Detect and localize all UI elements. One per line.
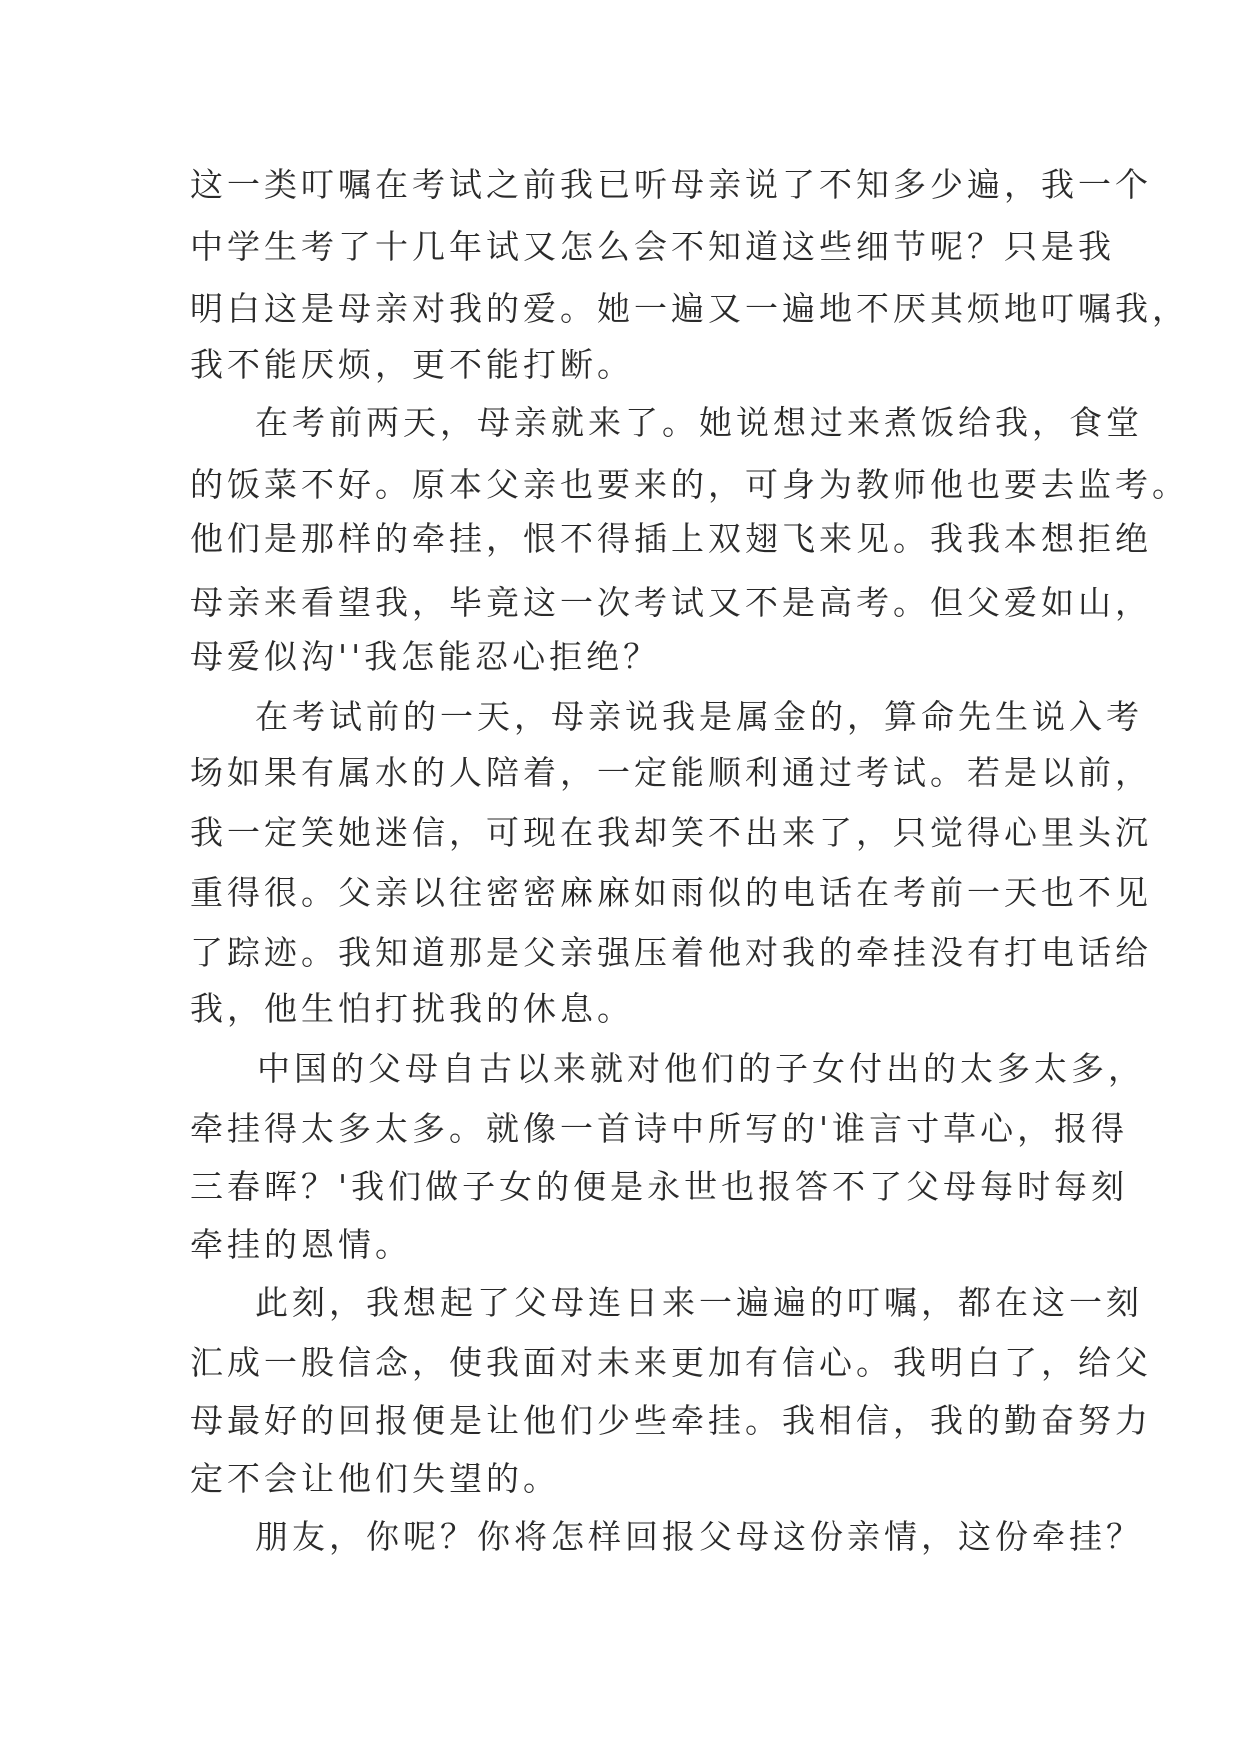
text-line: 牵挂得太多太多。就像一首诗中所写的'谁言寸草心，报得 [190,1109,1129,1148]
text-line: 他们是那样的牵挂，恨不得插上双翅飞来见。我我本想拒绝 [190,519,1152,558]
text-line: 的饭菜不好。原本父亲也要来的，可身为教师他也要去监考。 [190,465,1189,504]
text-line: 汇成一股信念，使我面对未来更加有信心。我明白了，给父 [190,1343,1152,1382]
text-line: 母最好的回报便是让他们少些牵挂。我相信，我的勤奋努力 [190,1401,1152,1440]
text-line: 了踪迹。我知道那是父亲强压着他对我的牵挂没有打电话给 [190,933,1152,972]
text-line: 场如果有属水的人陪着，一定能顺利通过考试。若是以前， [190,753,1152,792]
text-line: 我，他生怕打扰我的休息。 [190,989,634,1028]
text-line: 明白这是母亲对我的爱。她一遍又一遍地不厌其烦地叮嘱我， [190,289,1189,328]
text-line: 重得很。父亲以往密密麻麻如雨似的电话在考前一天也不见 [190,873,1152,912]
text-line: 母亲来看望我，毕竟这一次考试又不是高考。但父爱如山， [190,583,1152,622]
text-line: 定不会让他们失望的。 [190,1459,560,1498]
paragraph-first-line: 此刻，我想起了父母连日来一遍遍的叮嘱，都在这一刻 [255,1283,1143,1322]
paragraph-first-line: 朋友，你呢？你将怎样回报父母这份亲情，这份牵挂？ [255,1517,1143,1556]
text-line: 三春晖？'我们做子女的便是永世也报答不了父母每时每刻 [190,1167,1129,1206]
text-line: 母爱似沟''我怎能忍心拒绝？ [190,637,661,676]
text-line: 我不能厌烦，更不能打断。 [190,345,634,384]
paragraph-first-line: 在考前两天，母亲就来了。她说想过来煮饭给我，食堂 [255,403,1143,442]
text-line: 牵挂的恩情。 [190,1225,412,1264]
paragraph-first-line: 在考试前的一天，母亲说我是属金的，算命先生说入考 [255,697,1143,736]
text-line: 我一定笑她迷信，可现在我却笑不出来了，只觉得心里头沉 [190,813,1152,852]
text-line: 中学生考了十几年试又怎么会不知道这些细节呢？只是我 [190,227,1115,266]
paragraph-first-line: 中国的父母自古以来就对他们的子女付出的太多太多， [257,1049,1145,1088]
text-line: 这一类叮嘱在考试之前我已听母亲说了不知多少遍，我一个 [190,165,1152,204]
